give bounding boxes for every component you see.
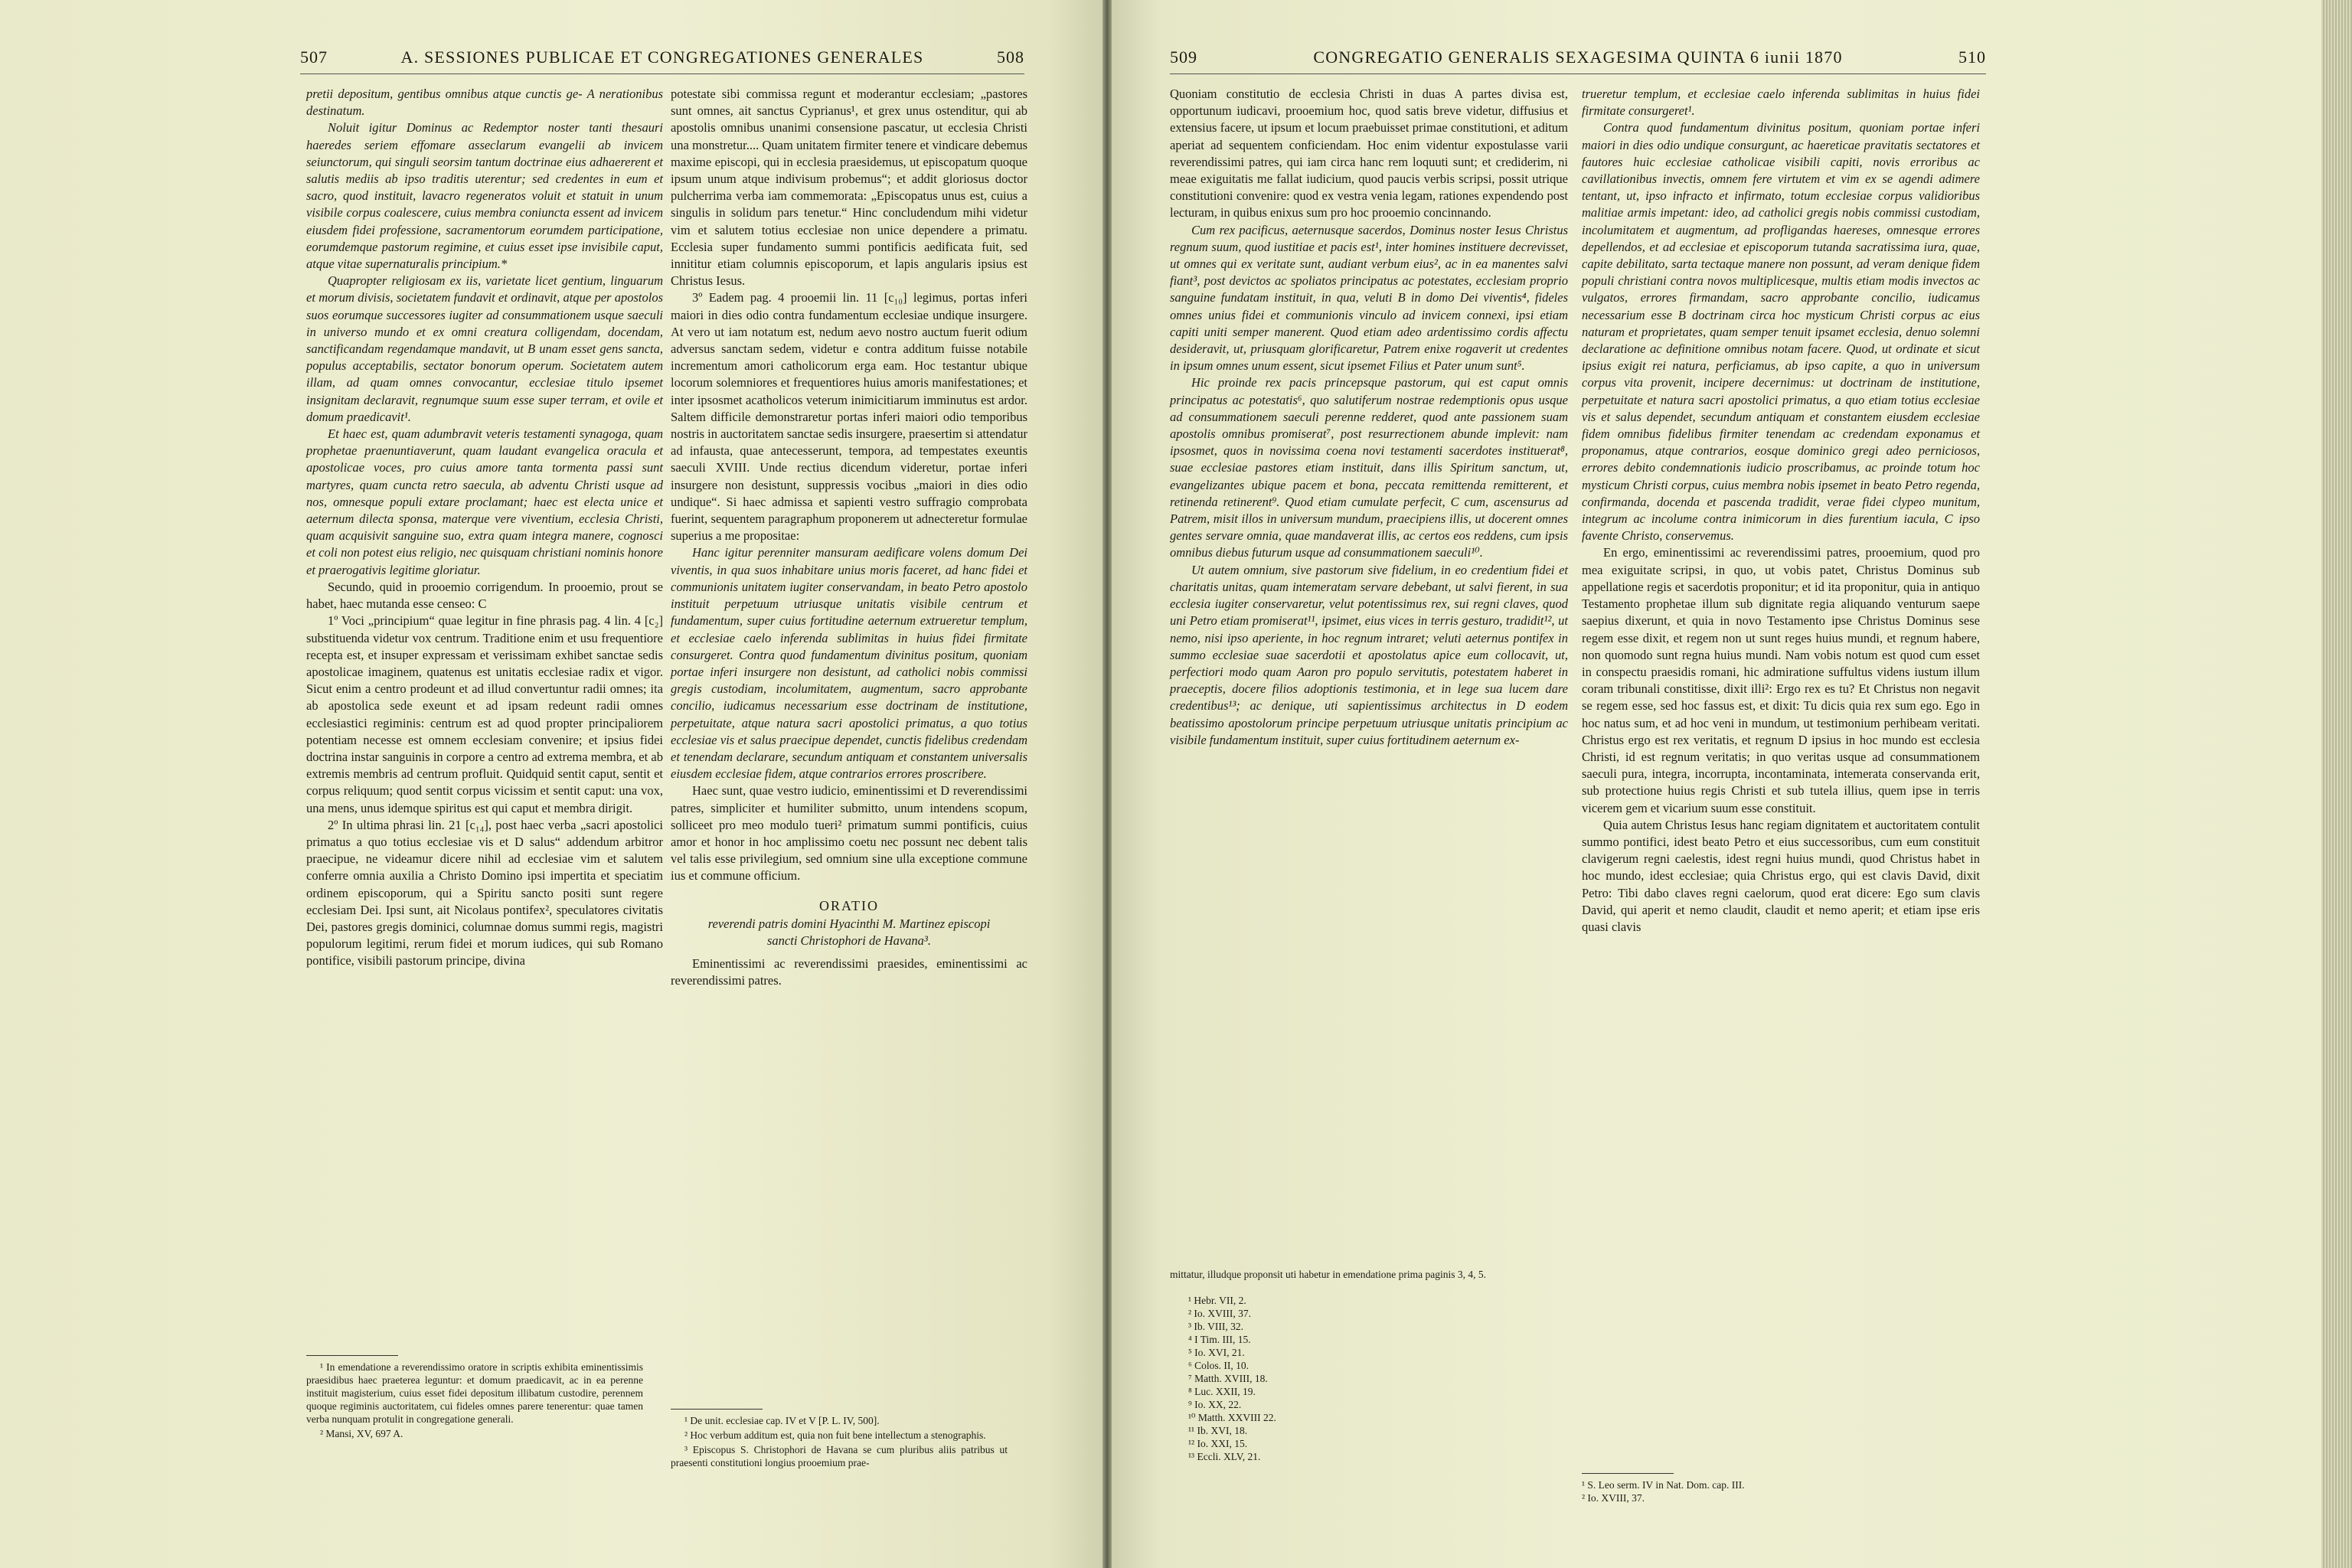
paragraph: Quapropter religiosam ex iis, varietate licet gentium, linguarum et morum divisis, societatem fundavit et ordinavit, atque per apostolos suos eorumque successores iugiter ad consummationem usque saeculi in universo mundo et ex omni creatura colligendam, docendam, sanctificandam regendamque mandavit, ut B unam esset gens sancta, populus acceptabilis, sectator bonorum operum. Societatem autem illam, ad quam omnes convocantur, ecclesiae titulo ipsemet insignitam declaravit, regnumque suum esse super terram, et ovile et domum praedicavit¹. — [306, 273, 663, 424]
page-number-510: 510 — [1958, 47, 1986, 67]
page-number-509: 509 — [1170, 47, 1197, 67]
footnote-rule — [1582, 1473, 1674, 1474]
footnote-continuation-509 — [1170, 1268, 1537, 1282]
footnote: ⁸ Luc. XXII, 19. — [1188, 1386, 1256, 1397]
footnote: ⁷ Matth. XVIII, 18. — [1188, 1373, 1268, 1384]
running-title: CONGREGATIO GENERALIS SEXAGESIMA QUINTA 6 iunii 1870 — [1313, 47, 1843, 67]
paragraph: Ut autem omnium, sive pastorum sive fidelium, in eo credentium fidei et charitatis unitas, quam intemeratam servare debebant, ut salvi fierent, in sua ecclesia iugiter conservaretur, velut potentissimus rex, sui regni claves, quod uni Petro etiam promiserat¹¹, ipsimet, eius vices in terris gesturo, tradidit¹², ut nemo, nisi ipso aperiente, in hoc regnum intraret; veluti aeternus pontifex in summo ecclesiae suae sacerdotii et apostolatus apice eum collocavit, ut, perfectiori modo quam Aaron pro populo servitutis, potestatem haberet in praeceptis, docere filios adoptionis testimonia, et in lege sua lucem dare credentibus¹³; ac denique, uti sapientissimus architectus in D eodem beatissimo apostolorum principe perpetuum utriusque unitatis principium ac visibile fundamentum instituit, super cuius fortitudinem aeternum ex- — [1170, 562, 1568, 747]
paragraph: Hanc igitur perenniter mansuram aedificare volens domum Dei viventis, in qua suos inhabitare unius moris faceret, ad hanc fidei et communionis unitatem iugiter conservandam, in beato Petro apostolo instituit perpetuum utriusque unitatis visibile centrum et fundamentum, super cuius fortitudine aeternum extrueretur templum, et ecclesiae caelo inferenda sublimitas in huius fidei firmitate consurgeret. Contra quod fundamentum divinitus positum, quoniam portae inferi insurgere non desistunt, ad catholici nobis commissi gregis custodiam, incolumitatem, augmentum, sacro approbante concilio, iudicamus necessarium esse doctrinam de institutione, perpetuitate, atque natura sacri apostolici primatus, a quo totius ecclesiae vis et salus praecipue dependet, cunctis fidelibus credendam et tenendam declarare, secundum antiquam et constantem universalis eiusdem ecclesiae fidem, atque contrarios errores proscribere. — [671, 545, 1027, 782]
footnote: ⁶ Colos. II, 10. — [1188, 1360, 1249, 1371]
footnote: ² Hoc verbum additum est, quia non fuit bene intellectum a stenographis. — [684, 1429, 986, 1441]
paragraph: Hic proinde rex pacis princepsque pastorum, qui est caput omnis principatus ac potestatis⁶, quo salutiferum nostrae redemptionis opus usque ad consummationem saeculi perenne redderet, quod ante passionem suam apostolis omnibus promiserat⁷, post resurrectionem abunde implevit: nam ipsosmet, quos in novissima coena novi testamenti sacerdotes instituerat⁸, suae ecclesiae pastores etiam instituit, dans illis Spiritum sanctum, ut, evangelizantes ubique pacem et bona, peccata remittenda remitterent, et retinenda retinerent⁹. Quod etiam cumulate perfecit, C cum, ascensurus ad Patrem, misit illos in universum mundum, praecipiens illis, ut docerent omnes gentes servare omnia, quae mandaverat illis, ac certos eos reddens, cum ipsis omnibus diebus futurum usque ad consummationem saeculi¹⁰. — [1170, 375, 1568, 560]
paragraph: Cum rex pacificus, aeternusque sacerdos, Dominus noster Iesus Christus regnum suum, quod iustitiae et pacis est¹, inter homines instituere decrevisset, ut omnes qui ex veritate sunt, audiant verbum eius², ac in ea manentes salvi fiant³, post devictos ac spoliatos principatus ac potestates, ecclesiam proprio sanguine fundatam instituit, in qua, veluti B in domo Dei viventis⁴, fideles omnes unius fidei et communionis vinculo ad invicem connexi, ipsi etiam capiti uniti semper manerent. Quod etiam adeo ardentissimo cordis affectu desideravit, ut, priusquam glorificaretur, Patrem enixe rogaverit ut credentes in ipsum omnes unum essent, sicut ipsemet Filius et Pater unum sunt⁵. — [1170, 222, 1568, 374]
footnote-rule — [671, 1409, 763, 1410]
paragraph: Eminentissimi ac reverendissimi praesides, eminentissimi ac reverendissimi patres. — [671, 956, 1027, 988]
paragraph: Quia autem Christus Iesus hanc regiam dignitatem et auctoritatem contulit summo pontifici, idest beato Petro et eius successoribus, cum eum constituit clavigerum regni caelestis, idest regni huius mundi, quod Christus habet in hoc mundo, idest ecclesiae; quia Christus ergo, qui est clavis David, dixit Petro: Tibi dabo claves regni caelorum, quod erat dicere: Ego sum clavis David, qui aperit et nemo claudit, claudit et nemo aperit; et etiam ipse eris quasi clavis — [1582, 817, 1980, 934]
running-head-left — [300, 46, 1024, 74]
running-head-right — [1170, 46, 1986, 74]
left-page — [0, 0, 1102, 1568]
text-column-508 — [671, 86, 1027, 990]
running-title: A. SESSIONES PUBLICAE ET CONGREGATIONES GENERALES — [400, 47, 924, 67]
paragraph: 2º In ultima phrasi lin. 21 [c₁₄], post haec verba „sacri apostolici primatus a quo totius ecclesiae vis et D salus“ addendum arbitror praecipue, ne videamur dicere nihil ad ecclesiae vim et salutem conferre omnia auxilia a Christo Domino ipsi impertita et speciatim ordinem episcoporum, qui a Spiritu sancto positi sunt regere ecclesiam Dei. Ipsi sunt, ait Nicolaus pontifex², speculatores civitatis Dei, pastores gregis dominici, columnae domus summi regis, magistri populorum legitimi, rerum fidei et morum iudices, qui sub Romano pontifice, visibili pastorum principe, divina — [306, 817, 663, 969]
footnote: ³ Episcopus S. Christophori de Havana se cum pluribus aliis patribus ut praesenti constitutioni longius prooemium prae- — [671, 1444, 1008, 1468]
footnotes-510 — [1582, 1473, 1888, 1504]
page-number-508: 508 — [996, 47, 1024, 67]
text-column-509 — [1170, 86, 1568, 749]
footnote-text: mittatur, illudque proponsit uti habetur in emendatione prima paginis 3, 4, 5. — [1170, 1269, 1487, 1280]
page-edges — [2321, 0, 2352, 1568]
footnote: ² Io. XVIII, 37. — [1188, 1308, 1252, 1319]
footnote: ³ Ib. VIII, 32. — [1188, 1321, 1244, 1332]
paragraph: Contra quod fundamentum divinitus positum, quoniam portae inferi maiori in dies odio undique consurgunt, ac haereticae pravitatis sectatores et fautores huic ecclesiae catholicae visibili capiti, novis erroribus ac cavillationibus invectis, omnem fere virtutem et vim ex se agendi adimere tentant, ut, ipso infracto et infirmato, totum ecclesiae corpus validioribus malitiae armis impetant: ideo, ad catholici gregis nobis commissi custodiam, incolumitatem et augmentum, ad profligandas haereses, omnesque errores depellendos, et ad ecclesiae et episcoporum tutanda sacratissima iura, quae, capite debilitato, sarta tectaque manere non possunt, ad veram denique fidem populi christiani contra novos multiplicesque, multis etiam modis invectos ac vulgatos, errores firmandam, sacro approbante concilio, iudicamus necessarium esse B doctrinam circa hoc mysticum Christi corpus ac eius naturam et proprietates, quam semper tenuit ipsamet ecclesia, denuo solemni declaratione ac definitione omnibus notam facere. Quod, ut ordinate et sicut ipsius exigit rei natura, perficiamus, ab ipso capite, a quo in universum corpus vita provenit, incipere decernimus: ut doctrinam de institutione, perpetuitate et natura sacri apostolici primatus, a quo etiam totius ecclesiae vis et salus dependet, secundum antiquam et constantem eiusdem ecclesiae fidem omnibus fidelibus firmiter tenendam ac credendam exponamus et proponamus, atque contrarios, eosque dominico gregi adeo perniciosos, errores debito condemnationis iudicio proscribamus, ac proinde totum hoc mysticum Christi corpus, cuius membra nobis ipsemet in beato Petro regenda, confirmanda, docenda et pascenda tradidit, verae fidei clypeo munitum, integrum ac incolume contra inimicorum in dies furentium iacula, C ipso favente Christo, conservemus. — [1582, 120, 1980, 544]
footnote: ¹¹ Ib. XVI, 18. — [1188, 1425, 1248, 1436]
paragraph: Quoniam constitutio de ecclesia Christi in duas A partes divisa est, opportunum iudicavi, prooemium hoc, quod satis breve videtur, diffusius et extensius facere, ut ipsum et locum praebuisset primae constitutioni, et aditum aperiat ad sequentem conficiendam. Hoc enim videntur expostulasse varii reverendissimi patres, qui iam circa hanc rem loquuti sunt; et crediderim, ni meae exiguitatis me fallat iudicium, quod paucis verbis scripsi, possit utrique constitutioni convenire: quod ex vestra venia legam, rationes expendendo post lecturam, in quibus enixus sum pro hoc prooemio concinnando. — [1170, 87, 1568, 220]
paragraph: 1º Voci „principium“ quae legitur in fine phrasis pag. 4 lin. 4 [c₂] substituenda videtur vox centrum. Traditione enim et usu frequentiore recepta est, et insuper expressam et verissimam exhibet sanctae sedis apostolicae imaginem, quatenus est unitatis ecclesiae radix et vigor. Sicut enim a centro prodeunt et ad illud convertuntur radii omnes; ita ab apostolica sede exeunt et ad ipsam redeunt radii omnes ecclesiastici regiminis: centrum est ad quod propter principaliorem potentiam necesse est omnem ecclesiam convenire; et ipsius fidei doctrina instar sanguinis in corpore a centro ad extrema membra, et ab extremis membris ad centrum profluit. Quidquid sentit caput, sentit et corpus reliquum; quod sentit corpus vicissim et sentit caput: una vox, una mens, unus idemque spiritus est qui caput et membra dirigit. — [306, 613, 663, 815]
text-column-510 — [1582, 86, 1980, 936]
footnote: ² Io. XVIII, 37. — [1582, 1492, 1645, 1504]
paragraph: Secundo, quid in prooemio corrigendum. In prooemio, prout se habet, haec mutanda esse censeo: C — [306, 579, 663, 612]
paragraph: trueretur templum, et ecclesiae caelo inferenda sublimitas in huius fidei firmitate consurgeret¹. — [1582, 87, 1980, 119]
footnotes-507 — [306, 1355, 643, 1442]
page-number-507: 507 — [300, 47, 328, 67]
paragraph: Noluit igitur Dominus ac Redemptor noster tanti thesauri haeredes seriem effomare asseclarum evangelii ab invicem seiunctorum, qui singuli seorsim tantum doctrinae eius adhaererent et salutis mediis ab ipso traditis uterentur; sed credentes in eum et sacro, quod instituit, lavacro regeneratos voluit et statuit in unum visibile corpus coalescere, cuius membra coniuncta essent ad invicem eiusdem fidei professione, sacramentorum eorumdem participatione, eorumdemque pastorum regimine, et cuius esset ipse invisibile caput, atque vitae supernaturalis principium.* — [306, 120, 663, 272]
footnote: ¹ In emendatione a reverendissimo oratore in scriptis exhibita eminentissimis praesidibus haec praeterea leguntur: et domum praedicavit, ac in ea perenne instituit magisterium, cuius esset fidei depositum illibatum custodire, perennem quoque regiminis auctoritatem, cui fideles omnes parere tenerentur: quae tamen verba nunquam protulit in congregatione generali. — [306, 1361, 643, 1425]
text-column-507 — [306, 86, 663, 970]
paragraph: En ergo, eminentissimi ac reverendissimi patres, prooemium, quod pro mea exiguitate scripsi, in quo, ut vobis patet, Christus Dominus sub appellatione regis et sacerdotis proponitur; et id ita proponitur, quia in antiquo Testamento prophetae illum sub dignitate regia aliquando venturum saepe saepius dixerunt, et quia in novo Testamento ipse Christus Dominus sese regem esse dixit, et regem non ut sunt reges huius mundi, et regnum habere, non quomodo sunt regna huius mundi. Nam vobis notum est quod cum esset in conspectu praesidis romani, hic admiratione suffultus videns iustum illum coram tribunali constitisse, dixit illi²: Ergo rex es tu? Et Christus non negavit se regem esse, sed hoc fassus est, et dixit: Tu dicis quia rex sum ego. Ego in hoc natus sum, et ad hoc veni in mundum, ut testimonium perhibeam veritati. Christus ergo est rex veritatis, et regnum D ipsius in hoc mundo est ecclesia Christi, id est regnum veritatis; in quo veritas usque ad consummationem saeculi pura, integra, incorrupta, incontaminata, intemerata conservanda erit, sub protectione huius regis Christi et sub tutela illius, quem ipse in terris vicerem gem et vicarium suum esse constituit. — [1582, 545, 1980, 815]
footnote: ⁵ Io. XVI, 21. — [1188, 1347, 1245, 1358]
footnotes-509 — [1188, 1294, 1387, 1463]
footnote: ² Mansi, XV, 697 A. — [320, 1428, 403, 1439]
book-gutter — [1102, 0, 1112, 1568]
right-page — [1112, 0, 2321, 1568]
oratio-heading: ORATIO — [819, 897, 879, 913]
footnote: ¹ S. Leo serm. IV in Nat. Dom. cap. III. — [1582, 1479, 1745, 1491]
footnote: ¹² Io. XXI, 15. — [1188, 1438, 1248, 1449]
paragraph: Et haec est, quam adumbravit veteris testamenti synagoga, quam prophetae praenuntiaverunt, quam laudant evangelica oracula et apostolicae voces, pro cuius amore tanta tormenta passi sunt martyres, quam cuncta retro saecula, ab adventu Christi usque ad nos, omnesque populi extare proclamant; haec est electa unice et aeternum dilecta sponsa, materque vere viventium, ecclesia Christi, quam acquisivit sanguine suo, extra quam integra manere, cognosci et coli non potest eius religio, nec quisquam christiani nominis honore et praerogativis legitime gloriatur. — [306, 426, 663, 577]
paragraph: pretii depositum, gentibus omnibus atque cunctis ge- A nerationibus destinatum. — [306, 87, 663, 119]
footnote-rule — [306, 1355, 398, 1356]
oratio-subtitle: reverendi patris domini Hyacinthi M. Martinez episcopi sancti Christophori de Havana³. — [707, 916, 991, 948]
footnote: ⁴ I Tim. III, 15. — [1188, 1334, 1251, 1345]
footnotes-508 — [671, 1409, 1008, 1471]
footnote: ¹⁰ Matth. XXVIII 22. — [1188, 1412, 1276, 1423]
footnote: ¹ Hebr. VII, 2. — [1188, 1295, 1246, 1306]
footnote: ⁹ Io. XX, 22. — [1188, 1399, 1242, 1410]
footnote: ¹³ Eccli. XLV, 21. — [1188, 1451, 1261, 1462]
paragraph: Haec sunt, quae vestro iudicio, eminentissimi et D reverendissimi patres, simpliciter et humiliter submitto, unum intendens scopum, solliceet pro meo modulo tueri² primatum summi pontificis, cuius amor et honor in hoc amplissimo coetu nec possunt nec debent talis vel talis esse privilegium, sed omnium sine ulla exceptione commune ius et commune officium. — [671, 783, 1027, 884]
footnote: ¹ De unit. ecclesiae cap. IV et V [P. L. IV, 500]. — [684, 1415, 880, 1426]
paragraph: potestate sibi commissa regunt et moderantur ecclesiam; „pastores sunt omnes, ait sanctus Cyprianus¹, et grex unus ostenditur, qui ab apostolis omnibus unanimi consensione pascatur, ut ecclesia Christi una monstretur.... Quam unitatem firmiter tenere et vindicare debemus maxime episcopi, qui in ecclesia praesidemus, ut episcopatum quoque ipsum unum atque indivisum probemus“; et addit gloriosus doctor pulcherrima verba iam commemorata: „Episcopatus unus est, cuius a singulis in solidum pars tenetur.“ Hinc concludendum mihi videtur vim et salutem totius ecclesiae non unice dependere a primatu. Ecclesia super fundamento summi pontificis aedificata fuit, sed innititur etiam columnis episcoporum, et lapis angularis ipsius est Christus Iesus. — [671, 87, 1027, 289]
paragraph: 3º Eadem pag. 4 prooemii lin. 11 [c₁₀] legimus, portas inferi maiori in dies odio contra fundamentum ecclesiae undique insurgere. At vero ut iam notatum est, nedum aevo nostro auctum fuerit odium adversus sanctam sedem, videtur e contra additum fuisse notabile incrementum amori catholicorum erga eam. Hoc testantur ubique locorum solemniores et frequentiores huius amoris manifestationes; et inter ipsosmet acatholicos veterum inimicitiarum imminutus est ardor. Saltem difficile demonstraretur portas inferi maiori odio temporibus nostris in auctoritatem sanctae sedis insurgere, praesertim si attendatur ad infausta, quae antecesserunt, tempora, ad tempestates exeuntis saeculi XVIII. Unde rectius dicendum videretur, portae inferi insurgere non desistunt, suppressis vocibus „maiori in dies odio undique“. Si haec admissa et sapienti vestro suffragio comprobata fuerint, sequentem paragraphum proponerem ut adnecteretur formulae superius a me propositae: — [671, 290, 1027, 544]
